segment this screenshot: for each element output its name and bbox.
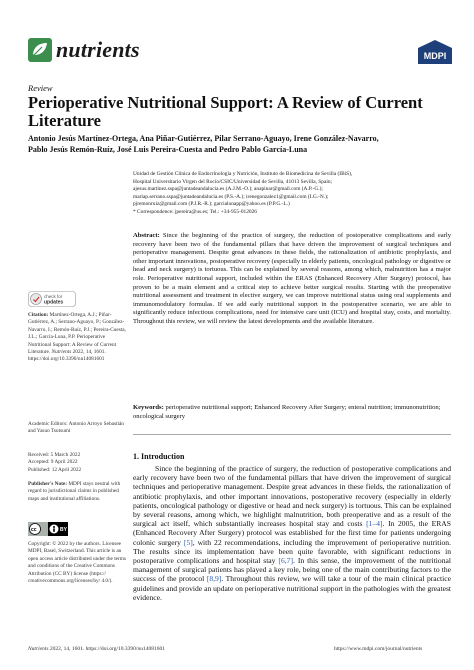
publisher-note-text: MDPI stays neutral with regard to jurisdictional claims in published maps and institutional affiliations. [28, 481, 121, 502]
footer-doi-link[interactable]: 2022, 14, 1601. https://doi.org/10.3390/nu14081601 [49, 646, 165, 652]
reference-link[interactable]: [8,9] [206, 574, 222, 584]
intro-text-part: . In 2005, the ERAS (Enhanced Recovery After Surgery) protocol was established for the first time for patients undergoing colonic surgery [133, 519, 451, 547]
abstract [133, 232, 451, 327]
abstract-text: Since the beginning of the practice of surgery, the reduction of postoperative complications and early recovery have been two of the fundamental pillars that have driven the improvement of surgical techniques and perioperative management. Despite great advances in these fields, the rationalization of antibiotic prophylaxis, and other important innovations, postoperative recovery (especially in elderly patients, oncological pathology or digestive or head and neck surgery) is tortuous. This can be explained by several reasons, among which, malnutrition has a major role. Perioperative nutritional support, included within the ERAS (Enhanced Recovery After Surgery) protocol, has proven to be a main element and a critical step to achieve better surgical results. Starting with the preoperative nutritional assessment and treatment in elective surgery, we can improve nutritional status using oral supplements and immunomodulatory formulas. If we add early nutritional support in the postoperative scenario, we are able to significantly reduce infectious complications, need for intensive care unit (ICU) and hospital stay, costs, and mortality. Throughout this review, we will review the latest developments and the available literature. [133, 232, 451, 325]
intro-text-part: , with 22 recommendations, including the improvement of perioperative nutrition. The results since its implementation have been quite favorable, with significant reductions in postoperative complications and hospital stay [133, 537, 451, 566]
svg-text:BY: BY [60, 527, 67, 533]
affiliation-email-line: ajesus.martinez.sspa@juntadeandalucia.es (A.J.M.-O.); anapinar@gmail.com (A.P.-G.); [133, 186, 323, 192]
author-list [28, 133, 458, 155]
authors-line-2: Pablo Jesús Remón-Ruíz, José Luis Pereira-Cuesta and Pedro Pablo García-Luna [28, 145, 308, 154]
authors-line-1: Antonio Jesús Martínez-Ortega, Ana Piñar-Gutiérrez, Pilar Serrano-Aguayo, Irene González-Navarro, [28, 134, 379, 143]
section-heading-introduction: 1. Introduction [133, 452, 185, 461]
article-dates [28, 452, 126, 474]
citation-block [28, 312, 126, 364]
footer-journal: Nutrients [28, 646, 49, 652]
copyright-text: Copyright: © 2022 by the authors. Licensee MDPI, Basel, Switzerland. This article is an open access article distributed under the terms and conditions of the Creative Commons Attribution (CC BY) license (https:// creativecommons.org/licenses/by/ 4.0/). [28, 541, 126, 585]
footer-journal-url[interactable]: https://www.mdpi.com/journal/nutrients [334, 646, 423, 652]
citation-journal: Nutrients [51, 349, 72, 356]
accepted-date: Accepted: 9 April 2022 [28, 459, 78, 466]
affiliation-email-line: mariap.serrano.sspa@juntadeandalucia.es (P.S.-A.); irenegonzalez1@gmail.com (I.G.-N.); [133, 193, 329, 200]
check-for-updates-badge[interactable] [28, 291, 76, 307]
reference-link[interactable]: [1–4] [366, 519, 383, 529]
keywords-text: perioperative nutritional support; Enhanced Recovery After Surgery; enteral nutrition; immunonutrition; oncological surgery [133, 404, 441, 420]
mdpi-logo-text: MDPI [423, 51, 447, 61]
affiliation-email-line: pjremonruiz@gmail.com (P.J.R.-R.); garcialunapp@yahoo.es (P.P.G.-L.) [133, 201, 290, 207]
footer-citation [28, 646, 165, 652]
check-updates-line-2: updates [44, 299, 64, 306]
publisher-note-label: Publisher's Note: [28, 481, 67, 487]
keywords [133, 404, 451, 421]
academic-editors [28, 421, 126, 436]
reference-link[interactable]: [6,7] [278, 556, 293, 566]
intro-text-part: Since the beginning of the practice of surgery, the reduction of postoperative complications and early recovery have been two of the fundamental pillars that have driven the improvement of surgical techniques and perioperative management. Despite great advances in these fields, the rationalization of antibiotic prophylaxis, and other important innovations, postoperative recovery (especially in elderly patients, oncological pathology or digestive or head and neck surgery) is tortuous. This can be explained by several reasons, among which, we highlight malnutrition, both preoperative and as a result of the surgical act itself, which substantially increases hospital stay and costs [133, 464, 451, 529]
article-title: Perioperative Nutritional Support: A Review of Current Literature [28, 93, 423, 130]
refresh-icon [31, 294, 42, 305]
citation-text: Martínez-Ortega, A.J.; Piñar-Gutiérrez, A.; Serrano-Aguayo, P.; González-Navarro, I.; Remón-Ruíz, P.J.; Pereira-Cuesta, J.L.; García-Luna, P.P. Perioperative Nutritional Support: A Review of Current Literature. [28, 312, 126, 356]
affiliations [133, 171, 448, 216]
check-updates-line-1: check for [44, 294, 63, 299]
journal-name: nutrients [56, 37, 140, 62]
reference-link[interactable]: [5] [183, 537, 193, 547]
cc-by-license-icon[interactable] [28, 522, 68, 536]
published-date: Published: 12 April 2022 [28, 466, 82, 473]
correspondence-line: * Correspondence: jpereira@us.es; Tel.: +34-955-012026 [133, 208, 257, 215]
journal-logo-icon [28, 38, 52, 62]
intro-text-part: . In this sense, the improvement of the nutritional management of surgical patients has played a key role, being one of the main contributing factors to the success of the protocol [133, 556, 451, 584]
copyright-note [28, 541, 126, 585]
affiliation-line: Unidad de Gestión Clínica de Endocrinología y Nutrición, Instituto de Biomedicina de Sevilla (IBiS), [133, 171, 353, 177]
intro-text-part: . Throughout this review, we will take a tour of the main clinical practice guidelines and provide an update on perioperative nutritional support in the pathologies with the greatest evidence. [133, 574, 452, 602]
citation-label: Citation: [28, 312, 49, 318]
mdpi-logo-icon [418, 40, 452, 64]
keywords-label: Keywords: [133, 404, 164, 411]
received-date: Received: 5 March 2022 [28, 452, 81, 458]
divider [133, 434, 451, 435]
affiliation-line: Hospital Universitario Virgen del Rocío/CSIC/Universidad de Sevilla, 41013 Sevilla, Spain; [133, 178, 333, 185]
citation-doi-link[interactable]: 2022, 14, 1601. https://doi.org/10.3390/nu14081601 [28, 349, 106, 363]
document-type: Review [28, 83, 53, 93]
editors-text: Antonio Arroyo Sebastián and Yasuo Tsutsumi [28, 421, 124, 435]
introduction-paragraph [133, 464, 451, 602]
publisher-note [28, 481, 126, 503]
editors-label: Academic Editors: [28, 421, 68, 427]
svg-text:cc: cc [31, 527, 37, 533]
abstract-label: Abstract: [133, 232, 160, 239]
